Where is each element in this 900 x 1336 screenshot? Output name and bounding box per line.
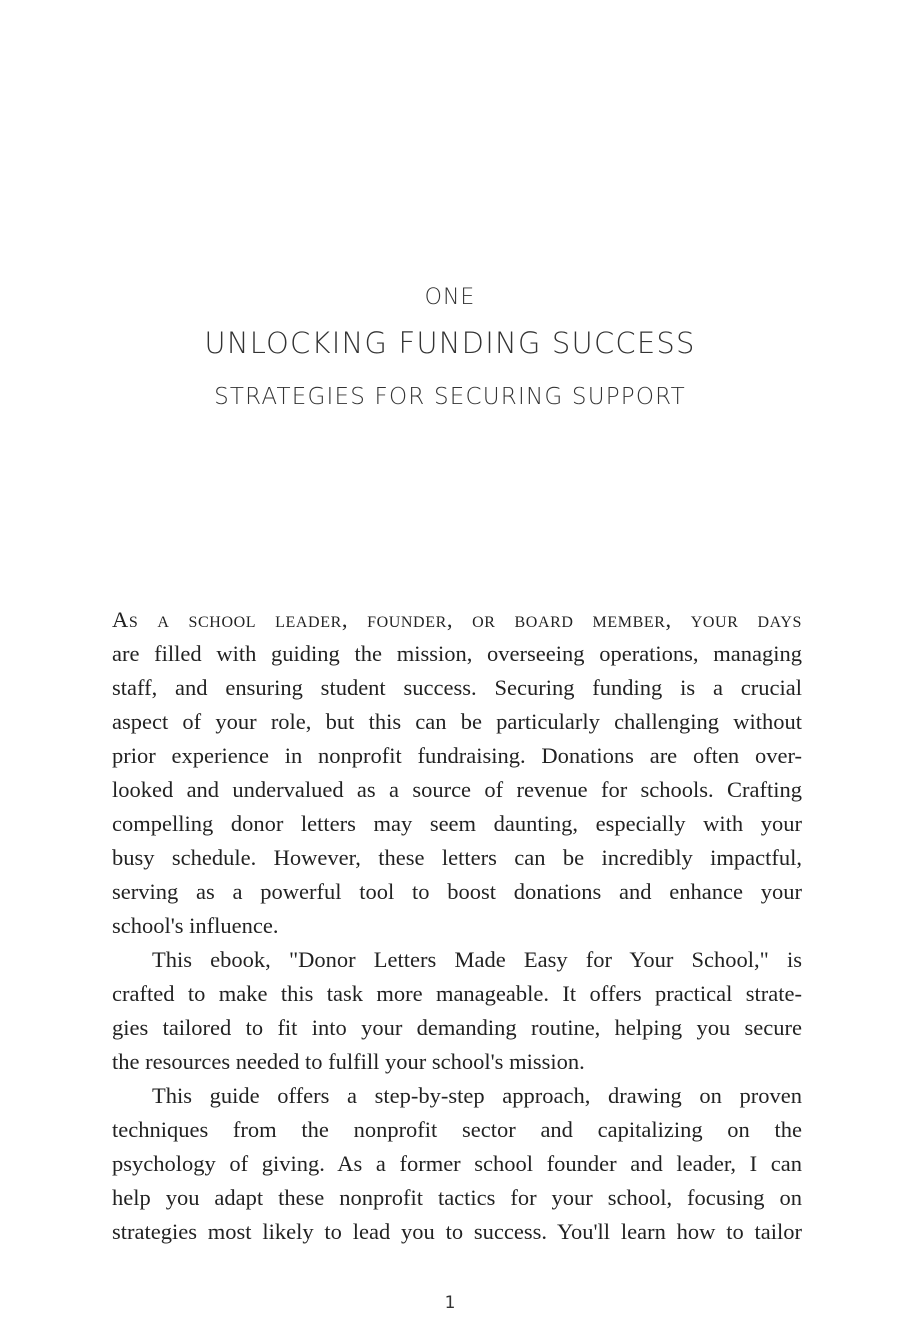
- text-line: gies tailored to fit into your demanding routine, helping you secure: [112, 1015, 802, 1040]
- body-text: [112, 603, 802, 1249]
- text-line: prior experience in nonprofit fundraising. Donations are often over-: [112, 743, 802, 768]
- text-line: techniques from the nonprofit sector and capitalizing on the: [112, 1117, 802, 1142]
- text-line: help you adapt these nonprofit tactics for your school, focusing on: [112, 1185, 802, 1210]
- text-line: crafted to make this task more manageable. It offers practical strate-: [112, 981, 802, 1006]
- page-number: 1: [444, 1293, 456, 1313]
- text-line: As a school leader, founder, or board member, your days: [112, 607, 802, 632]
- paragraph-2: [112, 943, 802, 1079]
- paragraph-1: [112, 603, 802, 943]
- text-line: psychology of giving. As a former school founder and leader, I can: [112, 1151, 802, 1176]
- text-line: aspect of your role, but this can be particularly challenging without: [112, 709, 802, 734]
- paragraph-3: [112, 1079, 802, 1249]
- chapter-title: UNLOCKING FUNDING SUCCESS: [204, 326, 696, 360]
- text-line: This ebook, "Donor Letters Made Easy for Your School," is: [152, 947, 802, 972]
- text-line: strategies most likely to lead you to success. You'll learn how to tailor: [112, 1219, 802, 1244]
- text-line: serving as a powerful tool to boost donations and enhance your: [112, 879, 802, 904]
- text-line: This guide offers a step-by-step approach, drawing on proven: [152, 1083, 802, 1108]
- text-line: school's influence.: [112, 913, 279, 938]
- text-line: looked and undervalued as a source of revenue for schools. Crafting: [112, 777, 802, 802]
- text-line: compelling donor letters may seem daunting, especially with your: [112, 811, 802, 836]
- text-line: the resources needed to fulfill your school's mission.: [112, 1049, 585, 1074]
- chapter-number: ONE: [424, 285, 476, 310]
- text-line: staff, and ensuring student success. Securing funding is a crucial: [112, 675, 802, 700]
- text-line: are filled with guiding the mission, overseeing operations, managing: [112, 641, 802, 666]
- chapter-subtitle: STRATEGIES FOR SECURING SUPPORT: [214, 384, 686, 410]
- text-line: busy schedule. However, these letters can be incredibly impactful,: [112, 845, 802, 870]
